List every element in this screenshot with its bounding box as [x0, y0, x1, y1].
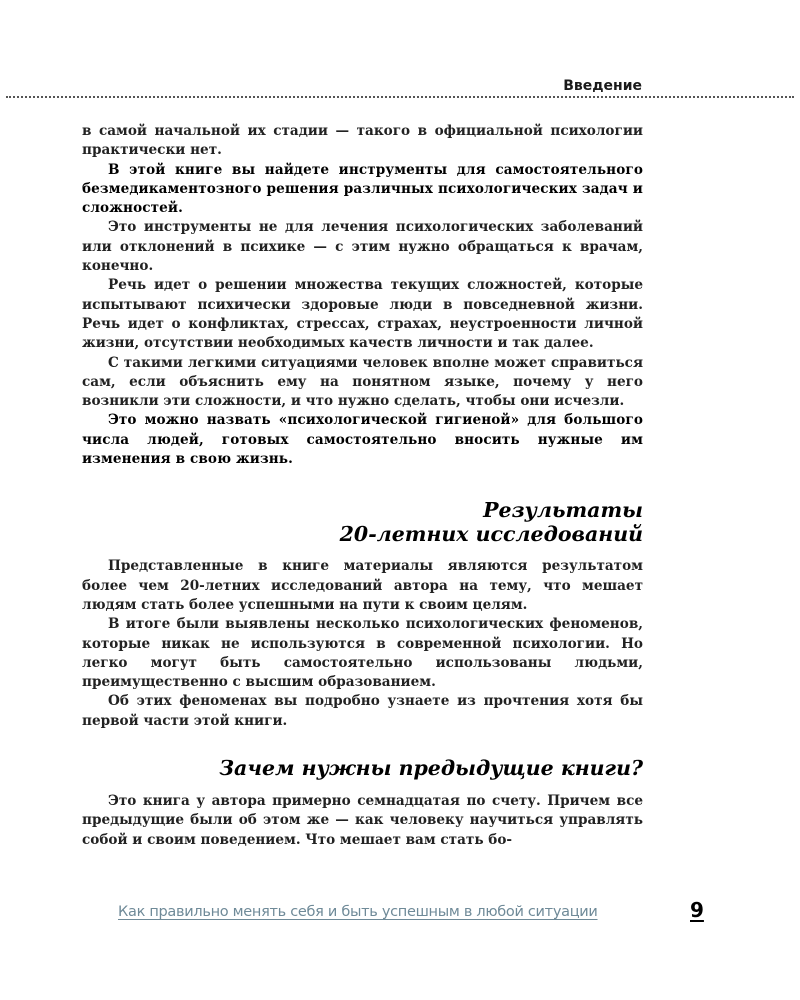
- page-body: [82, 122, 643, 850]
- running-header: Введение: [563, 78, 642, 94]
- paragraph: С такими легкими ситуациями человек вполне может справиться сам, если объяснить ему на понятном языке, почему у него возникли эти сложности, и что нужно сделать, чтобы они исчезли.: [82, 354, 643, 410]
- paragraph: Речь идет о решении множества текущих сложностей, которые испытывают психически здоровые люди в повседневной жизни. Речь идет о конфликтах, стрессах, страхах, неустроенности личной жизни, отсутствии необходимых качеств личности и так далее.: [82, 277, 643, 352]
- heading-line: Результаты: [483, 498, 643, 523]
- paragraph: Представленные в книге материалы являются результатом более чем 20-летних исследований автора на тему, что мешает людям стать более успешными на пути к своим целям.: [82, 558, 643, 613]
- paragraph: в самой начальной их стадии — такого в официальной психологии практически нет.: [82, 123, 643, 159]
- section-heading-previous-books: Зачем нужны предыдущие книги?: [219, 756, 643, 781]
- bold-paragraph: В этой книге вы найдете инструменты для самостоятельного безмедикаментозного решения различных психологических задач и сложностей.: [82, 161, 643, 217]
- footer-book-title: Как правильно менять себя и быть успешным в любой ситуации: [118, 904, 598, 920]
- heading-line: 20-летних исследований: [339, 522, 643, 547]
- page-number: 9: [690, 898, 704, 922]
- intro-block: [82, 122, 643, 469]
- paragraph: Это инструменты не для лечения психологических заболеваний или отклонений в психике — с этим нужно обращаться к врачам, конечно.: [82, 219, 643, 275]
- section-heading-results: [82, 498, 643, 546]
- previous-books-section-body: [82, 792, 643, 850]
- paragraph: Это книга у автора примерно семнадцатая по счету. Причем все предыдущие были об этом же — как человеку научиться управлять собой и своим поведением. Что мешает вам стать бо-: [82, 793, 643, 848]
- paragraph: Об этих феноменах вы подробно узнаете из прочтения хотя бы первой части этой книги.: [82, 693, 643, 729]
- results-section-body: [82, 557, 643, 731]
- header-dotted-rule: [6, 96, 794, 98]
- bold-paragraph: Это можно назвать «психологической гигиеной» для большого числа людей, готовых самостоятельно вносить нужные им изменения в свою жизнь.: [82, 412, 643, 468]
- paragraph: В итоге были выявлены несколько психологических феноменов, которые никак не используются в современной психологии. Но легко могут быть самостоятельно использованы людьми, преимущественно с высшим образованием.: [82, 616, 643, 691]
